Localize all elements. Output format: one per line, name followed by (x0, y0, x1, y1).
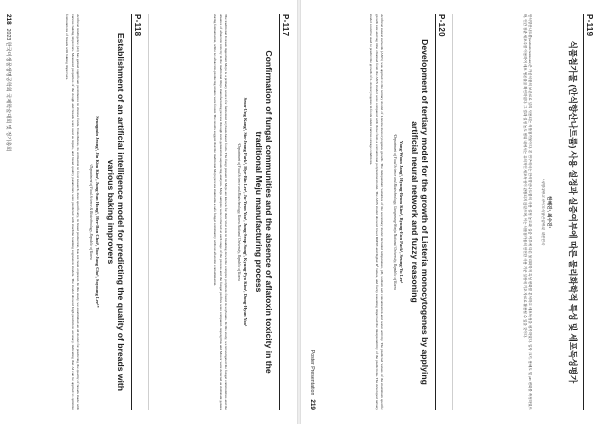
abstract-p117 (148, 0, 296, 424)
poster-id: P-118 (133, 14, 142, 37)
poster-id: P-119 (585, 14, 594, 37)
abstract-authors: Yong-Woon Jang¹, Hyung-Beom Kim², Byung-Eun Park¹, Seung-Yu Lee¹ (399, 140, 404, 284)
left-page (0, 0, 296, 424)
right-page (304, 0, 600, 424)
poster-id-rule (131, 14, 132, 410)
poster-id: P-117 (281, 14, 290, 37)
abstract-affiliation: ¹Department of Food Science and Biotechnology, Korea National University, Republic of Korea (237, 143, 241, 281)
abstract-affiliation: ¹Department of Food Science and Biotechnology, Gangneung-Wonju National University, Republic of Korea (393, 133, 397, 290)
abstract-authors: 한혜진¹, 최수진¹ (547, 196, 552, 228)
poster-id: P-120 (437, 14, 446, 37)
abstract-authors: Seon-Ung Kang¹, Sin-Jeong Park¹, Hye-Bin Lee¹, Ju-Yeon Yoo¹, Jung-Seop Song¹, Kyung-Pyo Kim¹, Dong-Hyun Yoo¹ (243, 97, 248, 327)
abstract-body: 안식향산나트륨(sodium benzoate)은 가공식품의 보존료로 널리 사용되는 식품첨가물이다. 본 연구에서는 안식향산나트륨의 사용 설정 농도와 실증 여부에 따른 물리화학적 특성 변화를 분석하고 세포독성을 평가하였다. 입자 크기, 용해도 및 pH 변화를 측정하였으며, 인간 장관 세포주를 이용하여 세포 생존율을 확인하였다. 그 결과 설정 농도 범위 내에서는 유의적인 세포독성이 관찰되지 않았으며, 이는 식품첨가물의 안전한 사용 기준 설정에 기초 자료로 활용될 수 있을 것이다. (522, 14, 532, 410)
page-footer (5, 14, 12, 151)
abstract-title: Establishment of an artificial intelligence model for predicting the quality of breads with various baking improvers (106, 32, 126, 392)
running-footer: 2023 한국미생물생명공학회 국제학술대회 및 정기총회 (5, 28, 11, 152)
abstract-separator (148, 14, 149, 410)
abstract-p118 (0, 0, 148, 424)
abstract-affiliation: ¹Department of Food Science & Biotechnology, Republic of Korea (89, 164, 93, 260)
abstract-title: Development of tertiary model for the growth of Listeria monocytogenes by applying artificial neural network and fuzzy reasoning (410, 39, 430, 385)
abstract-affiliation: ¹세명대학교 바이오식품산업학과, 대한민국 (541, 178, 545, 246)
book-gutter (297, 0, 301, 424)
abstract-body: Artificial neural network (ANN) was applied to the tertiary model of Listeria monocytogenes growth. The independent variables of the secondary model included temperature, pH, sodium salt concentration and water activity. The predicted values of the maximum specific growth rate and lag time obtained from the ANN model were compared with those from a conventional polynomial model. The ANN model showed lower RMSE and higher R² values, and fuzzy reasoning improved the interpretability of the predictions. The developed tertiary model could be used to predict the growth of L. monocytogenes in foods under various storage conditions. (369, 14, 384, 410)
page-number: 218 (5, 14, 12, 25)
poster-id-rule (435, 14, 436, 410)
abstract-authors: Seungmin Jeong¹, Jin Kim Kim¹, Jung-Sun Hong¹, Hee-Bon Choi¹, Yoo-Jung Cho¹, Soyoung Lee¹* (95, 116, 100, 308)
page-footer (309, 350, 316, 410)
abstract-separator (452, 14, 453, 410)
abstract-p120 (304, 0, 452, 424)
poster-id-rule (279, 14, 280, 410)
abstract-body: Artificial intelligence (AI) has gained significant prominence in diverse fields. Nonetheless, its utilization in food research, more specifically, in bread production, has not been explored. In this study, we established an AI model for predicting the quality of breads made with various baking improvers. Measured properties of the dough and breads were used as inputs, and bread quality parameters were predicted with machine learning regression models. The model showed high prediction accuracy, indicating that AI can be applied to optimize formulations of breads with baking improvers. (65, 14, 80, 410)
abstract-p119 (452, 0, 600, 424)
abstract-body: The traditional Korean ingredient Meju is a primary source for fermented soybean-based foods. The fungi present in Meju are known for their vital role in breaking down the complex polymers found in soybeans. In this study, we investigated the fungal communities and the absence of aflatoxin toxicity in the traditional Meju manufacturing process through next-generation sequencing analysis. Meju samples were collected at each stage of the process and the fungal profiles were compared. Aspergillus and Mucor were detected as dominant genera during fermentation, while no aflatoxin-producing strains were found. The results suggest that the traditional Meju process maintains a safe fungal community without aflatoxin contamination. (213, 14, 228, 410)
poster-id-rule (583, 14, 584, 410)
abstract-title: 식품첨가물 (안식향산나트륨) 사용 설정과 실증여부에 따른 물리화학적 특성 및 세포독성평가 (568, 40, 578, 384)
abstract-title: Confirmation of fungal communities and the absence of aflatoxin toxicity in the traditional Meju manufacturing process (254, 50, 274, 374)
page-number: 219 (309, 399, 316, 410)
running-footer: Poster Presentation (309, 349, 315, 396)
